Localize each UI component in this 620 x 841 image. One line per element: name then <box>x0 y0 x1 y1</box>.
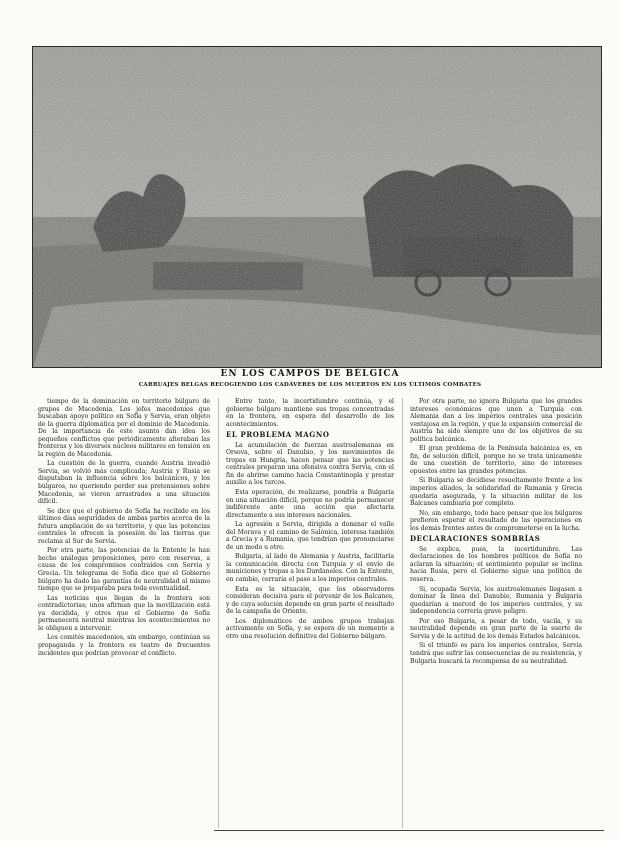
paragraph: La acumulación de fuerzas austroalemanas en Orsova, sobre el Danubio, y los movimientos de tropas en Hungría, hacen pensar que las potencias centrales preparan una ofensiva contra Servia, con el fin de abrirse camino hacia Constantinopla y prestar auxilio a los turcos. <box>226 441 394 487</box>
caption-title: EN LOS CAMPOS DE BÉLGICA <box>220 369 400 379</box>
paragraph: El gran problema de la Península balcánica es, en fin, de solución difícil, porque no se trata únicamente de una cuestión de territorio, sino de intereses opuestos entre las grandes potencias. <box>410 445 582 475</box>
paragraph: Esta operación, de realizarse, pondría a Bulgaria en una situación difícil, porque no podría permanecer indiferente ante una acción que afectaría directamente a sus intereses nacionales. <box>226 489 394 519</box>
column-1 <box>38 398 210 659</box>
paragraph: Por eso Bulgaria, a pesar de todo, vacila, y su neutralidad depende en gran parte de la suerte de Servia y de la actitud de los demás Estados balcánicos. <box>410 617 582 640</box>
photograph <box>32 46 602 368</box>
paragraph: Por otra parte, no ignora Bulgaria que los grandes intereses económicos que unen a Turquía con Alemania dan a los imperios centrales una posición ventajosa en la región, y que la expansión comercial de Austria ha sido siempre uno de los objetivos de su política balcánica. <box>410 398 582 443</box>
column-divider <box>218 398 219 828</box>
paragraph: Si el triunfo es para los imperios centrales, Servia tendrá que sufrir las consecuencias de su resistencia, y Bulgaria buscará la recompensa de su neutralidad. <box>410 642 582 665</box>
paragraph: Por otra parte, las potencias de la Entente le han hecho análogas proposiciones, pero con reservas, a causa de los compromisos contraídos con Servia y Grecia. Un telegrama de Sofía dice que el Gobierno búlgaro ha dado las garantías de neutralidad al mismo tiempo que se preparaba para toda eventualidad. <box>38 547 210 593</box>
bottom-rule <box>214 830 604 831</box>
section-heading: EL PROBLEMA MAGNO <box>226 430 330 440</box>
paragraph: Los diplomáticos de ambos grupos trabajan activamente en Sofía, y se espera de un momento a otro una resolución definitiva del Gobierno búlgaro. <box>226 617 394 640</box>
section-heading: DECLARACIONES SOMBRÍAS <box>410 534 541 544</box>
column-3 <box>410 398 582 667</box>
paragraph: La agresión a Servia, dirigida a dominar el valle del Morava y el camino de Salónica, interesa también a Grecia y a Rumania, que tendrían que pronunciarse de un modo u otro. <box>226 521 394 551</box>
caption-subtitle: CARRUAJES BELGAS RECOGIENDO LOS CADÁVERES DE LOS MUERTOS EN LOS ÚLTIMOS COMBATES <box>138 382 482 388</box>
paragraph: Bulgaria, al lado de Alemania y Austria, facilitaría la comunicación directa con Turquía y el envío de municiones y tropas a los Dardanelos. Con la Entente, en cambio, cerraría el paso a los imperios centrales. <box>226 553 394 584</box>
paragraph: No, sin embargo, todo hace pensar que los búlgaros prefieren esperar el resultado de las operaciones en los demás frentes antes de comprometerse en la lucha. <box>410 509 582 532</box>
paragraph: Se explica, pues, la incertidumbre. Las declaraciones de los hombres políticos de Sofía no aclaran la situación; el sentimiento popular se inclina hacia Rusia, pero el Gobierno sigue una política de reserva. <box>410 545 582 584</box>
paragraph: Se dice que el gobierno de Sofía ha recibido en los últimos días seguridades de ambas partes acerca de la futura ampliación de su territorio, y que las potencias centrales le ofrecen la posesión de las tierras que reclama al Sur de Servia. <box>38 507 210 545</box>
column-divider <box>402 398 403 828</box>
paragraph: Entre tanto, la incertidumbre continúa, y el gobierno búlgaro mantiene sus tropas concentradas en la frontera, en espera del desarrollo de los acontecimientos. <box>226 398 394 428</box>
paragraph: Las noticias que llegan de la frontera son contradictorias; unos afirman que la movilización está ya decidida, y otros que el Gobierno de Sofía permanecerá neutral mientras los acontecimientos no le obliguen a intervenir. <box>38 594 210 632</box>
paragraph: La cuestión de la guerra, cuando Austria invadió Servia, se volvió más complicada; Austria y Rusia se disputaban la influencia sobre los balcánicos, y los búlgaros, no queriendo perder sus pretensiones sobre Macedonia, se vieron arrastrados a una situación difícil. <box>38 460 210 506</box>
paragraph: tiempo de la dominación en territorio búlgaro de grupos de Macedonia. Los jefes macedonios que buscaban apoyo político en Sofía y Servia, eran objeto de la guerra diplomática por el dominio de Macedonia. De la importancia de este asunto dan idea los pequeños conflictos que periódicamente alteraban las fronteras y los diversos núcleos militares en tensión en la región de Macedonia. <box>38 398 210 458</box>
column-2 <box>226 398 394 642</box>
paragraph: Si Bulgaria se decidiese resueltamente frente a los imperios aliados, la solidaridad de Rumania y Grecia quedaría asegurada, y la situación militar de los Balcanes cambiaría por completo. <box>410 477 582 508</box>
paragraph: Los comités macedonios, sin embargo, continúan su propaganda y la frontera es teatro de frecuentes incidentes que podrían provocar el conflicto. <box>38 634 210 657</box>
paragraph: Esta es la situación, que los observadores consideran decisiva para el porvenir de los Balcanes, y de cuya solución depende en gran parte el resultado de la campaña de Oriente. <box>226 585 394 616</box>
photo-illustration <box>33 47 601 367</box>
paragraph: Si, ocupada Servia, los austroalemanes llegasen a dominar la línea del Danubio, Rumania y Bulgaria quedarían a merced de los imperios centrales, y su independencia correría grave peligro. <box>410 585 582 616</box>
